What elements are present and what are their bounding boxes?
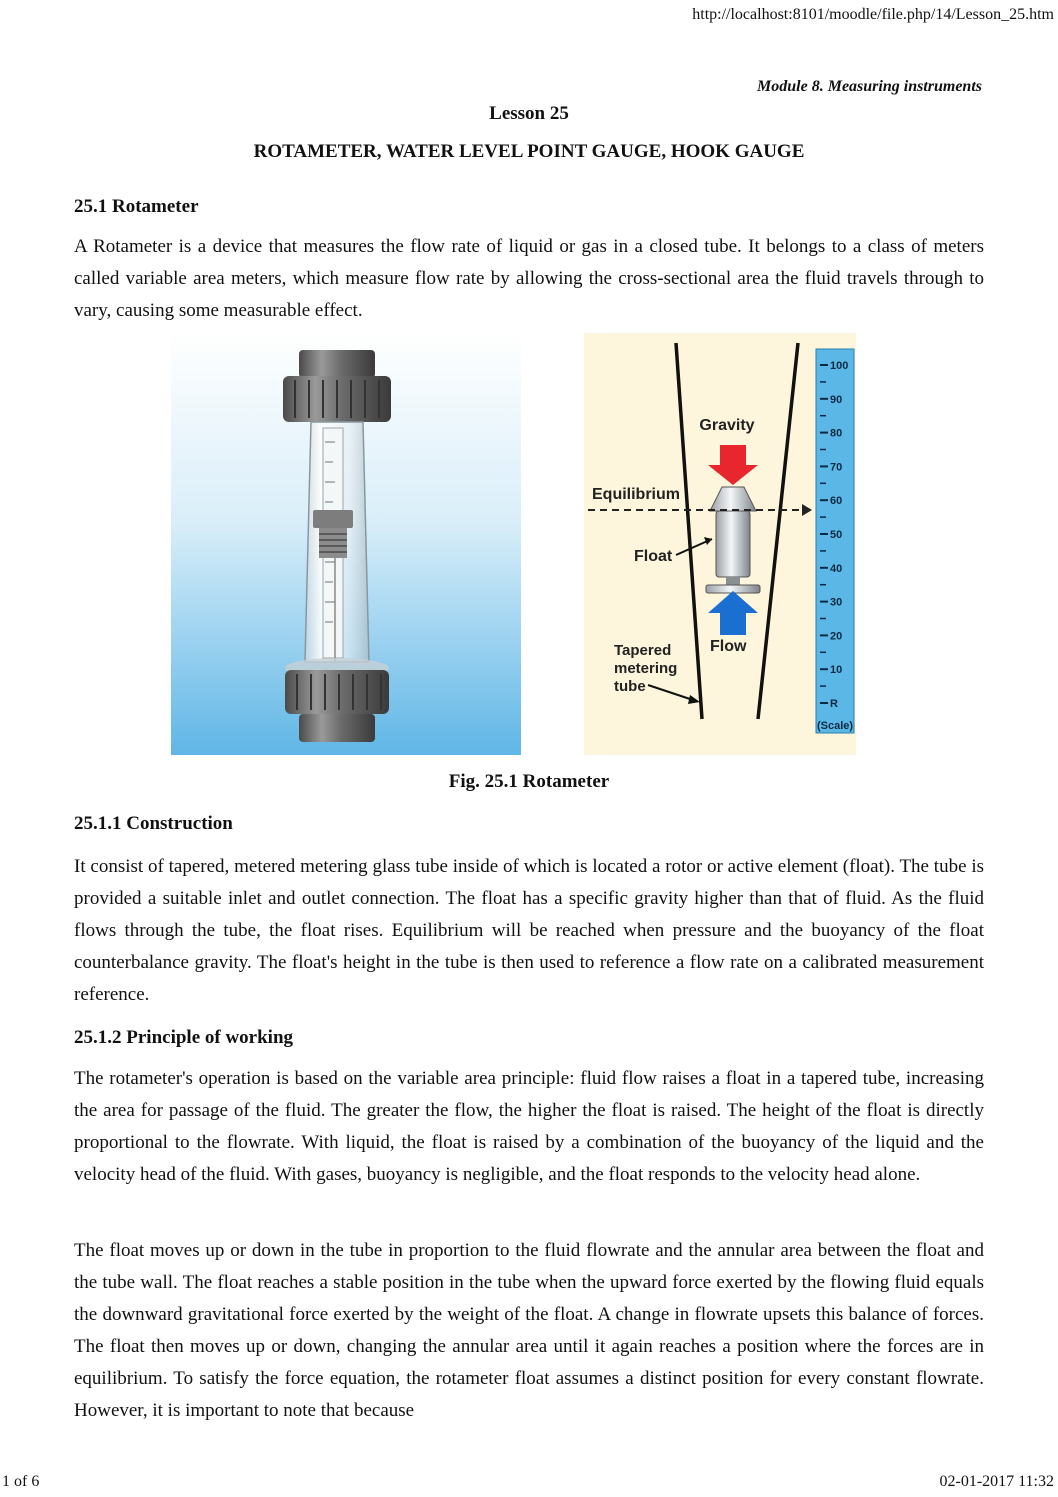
paragraph-construction: It consist of tapered, metered metering glass tube inside of which is located a rotor or active element (float). The tube is provided a suitable inlet and outlet connection. The float has a specific gravity higher than that of fluid. As the fluid flows through the tube, the float rises. Equilibrium will be reached when pressure and the buoyancy of the float counterbalance gravity. The float's height in the tube is then used to reference a flow rate on a calibrated measurement reference.: [74, 856, 984, 1005]
page-number: 1 of 6: [2, 1473, 40, 1490]
lesson-title: ROTAMETER, WATER LEVEL POINT GAUGE, HOOK GAUGE: [253, 141, 805, 162]
label-tube: tube: [614, 678, 646, 695]
scale-tick-label: 40: [830, 562, 843, 575]
scale-tick-label: R: [830, 698, 838, 710]
label-tapered: Tapered: [614, 642, 672, 659]
label-metering: metering: [614, 660, 678, 677]
scale-tick-label: 90: [830, 393, 843, 406]
paragraph-rotameter-intro: A Rotameter is a device that measures the flow rate of liquid or gas in a closed tube. It belongs to a class of meters called variable area meters, which measure flow rate by allowing the cross-sectional area the fluid travels through to vary, causing some measurable effect.: [74, 236, 984, 321]
page-url: http://localhost:8101/moodle/file.php/14/Lesson_25.htm: [692, 6, 1054, 23]
section-heading-principle: 25.1.2 Principle of working: [74, 1027, 294, 1048]
module-title: Module 8. Measuring instruments: [757, 78, 982, 95]
print-datetime: 02-01-2017 11:32: [939, 1473, 1054, 1490]
scale-tick-label: 10: [830, 664, 843, 677]
label-float: Float: [634, 548, 673, 565]
section-heading-construction: 25.1.1 Construction: [74, 813, 233, 834]
rotameter-photo: [171, 332, 521, 755]
scale-tick-label: 70: [830, 461, 843, 474]
section-heading-rotameter: 25.1 Rotameter: [74, 196, 199, 217]
figure-caption: Fig. 25.1 Rotameter: [448, 771, 610, 792]
float-stem: [726, 577, 740, 585]
scale-label: (Scale): [816, 720, 854, 732]
rotameter-diagram: [584, 333, 856, 755]
label-equilibrium: Equilibrium: [592, 486, 680, 503]
paragraph-principle-2: The float moves up or down in the tube in proportion to the fluid flowrate and the annular area between the float and the tube wall. The float reaches a stable position in the tube when the upward force exerted by the flowing fluid equals the downward gravitational force exerted by the weight of the float. A change in flowrate upsets this balance of forces. The float then moves up or down, changing the annular area until it again reaches a position where the forces are in equilibrium. To satisfy the force equation, the rotameter float assumes a distinct position for every constant flowrate. However, it is important to note that because: [74, 1240, 984, 1421]
lesson-number: Lesson 25: [489, 103, 569, 124]
float-body: [716, 511, 750, 577]
scale-tick-label: 60: [830, 495, 843, 508]
scale-tick-label: 100: [830, 360, 849, 372]
paragraph-principle-1: The rotameter's operation is based on the variable area principle: fluid flow raises a float in a tapered tube, increasing the area for passage of the fluid. The greater the flow, the higher the float is raised. The height of the float is directly proportional to the flowrate. With liquid, the float is raised by a combination of the buoyancy of the liquid and the velocity head of the fluid. With gases, buoyancy is negligible, and the float responds to the velocity head alone.: [74, 1068, 984, 1185]
scale-tick-label: 50: [830, 529, 843, 541]
scale-tick-label: 20: [830, 630, 843, 643]
scale-tick-label: 30: [830, 596, 843, 609]
scale-tick-label: 80: [830, 427, 843, 440]
label-gravity: Gravity: [699, 417, 755, 434]
label-flow: Flow: [710, 638, 747, 655]
